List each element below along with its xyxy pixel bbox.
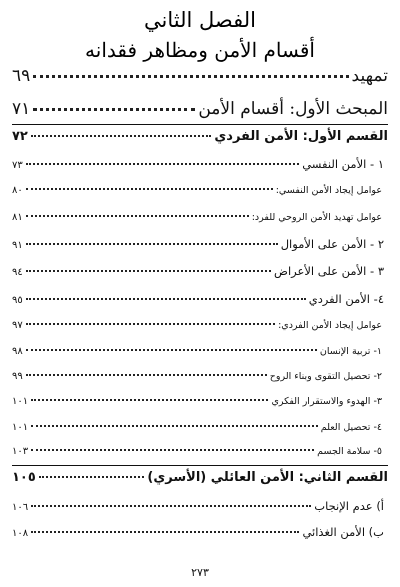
- toc-entry-label: عوامل إيجاد الأمن الفردي:: [278, 320, 382, 331]
- toc-entry-label: عوامل إيجاد الأمن النفسي:: [275, 185, 382, 196]
- toc-entry-page: ٧٣: [12, 160, 23, 171]
- toc-entry-label: ب) الأمن الغذائي: [302, 525, 384, 539]
- toc-entry-section1[interactable]: [12, 99, 388, 119]
- chapter-subtitle: أقسام الأمن ومظاهر فقدانه: [85, 38, 315, 62]
- toc-entry-label: عوامل تهديد الأمن الروحي للفرد:: [251, 212, 382, 223]
- toc-entry[interactable]: [12, 446, 388, 457]
- toc-entry-page: ٨١: [12, 212, 23, 223]
- leader-dots: [26, 270, 271, 272]
- toc-entry-page: ١٠٨: [12, 528, 29, 539]
- toc-entry-page: ١٠٣: [12, 446, 29, 457]
- toc-entry-page: ١٠٦: [12, 502, 29, 513]
- toc-entry[interactable]: [12, 320, 388, 331]
- toc-entry-label: القسم الثاني: الأمن العائلي (الأسري): [147, 470, 388, 485]
- toc-entry-label: ٤- تحصيل العلم: [320, 422, 382, 433]
- toc-entry-page: ٩٧: [12, 320, 23, 331]
- toc-entry-label: ٢ - الأمن على الأموال: [280, 237, 384, 251]
- toc-entry-part2[interactable]: [12, 470, 388, 485]
- toc-entry-label: ٤- الأمن الفردي: [308, 292, 384, 306]
- toc-entry-page: ٩٤: [12, 267, 23, 278]
- toc-entry[interactable]: [12, 264, 388, 278]
- divider-rule: [12, 124, 388, 125]
- toc-entry-page: ٩٨: [12, 346, 23, 357]
- toc-entry-label: ٣ - الأمن على الأعراض: [274, 264, 384, 278]
- leader-dots: [26, 163, 299, 165]
- leader-dots: [31, 135, 211, 137]
- toc-entry[interactable]: [12, 237, 388, 251]
- toc-entry-page: ٨٠: [12, 185, 23, 196]
- toc-entry-label: ٣- الهدوء والاستقرار الفكري: [271, 396, 382, 407]
- toc-entry-label: المبحث الأول: أقسام الأمن: [198, 99, 388, 119]
- leader-dots: [33, 108, 195, 111]
- toc-entry[interactable]: [12, 212, 388, 223]
- toc-entry-label: ١- تربية الإنسان: [319, 346, 382, 357]
- leader-dots: [26, 349, 317, 351]
- toc-entry-part1[interactable]: [12, 129, 388, 144]
- chapter-title: الفصل الثاني: [144, 8, 256, 32]
- leader-dots: [26, 215, 249, 217]
- toc-entry[interactable]: [12, 396, 388, 407]
- toc-entry[interactable]: [12, 525, 388, 539]
- toc-entry-label: تمهيد: [351, 66, 388, 86]
- divider-rule: [12, 465, 388, 466]
- leader-dots: [26, 374, 267, 376]
- toc-entry-page: ٩٩: [12, 371, 23, 382]
- toc-entry-page: ٦٩: [12, 66, 31, 86]
- leader-dots: [31, 399, 268, 401]
- leader-dots: [26, 243, 278, 245]
- page-number: ٢٧٣: [191, 566, 209, 579]
- toc-entry[interactable]: [12, 371, 388, 382]
- leader-dots: [31, 531, 299, 533]
- toc-entry[interactable]: [12, 185, 388, 196]
- leader-dots: [31, 449, 314, 451]
- toc-entry-label: القسم الأول: الأمن الفردي: [214, 129, 388, 144]
- toc-entry-page: ٩٥: [12, 295, 23, 306]
- leader-dots: [33, 75, 348, 78]
- leader-dots: [31, 425, 318, 427]
- toc-entry-intro[interactable]: [12, 66, 388, 86]
- toc-entry-label: أ) عدم الإنجاب: [314, 499, 384, 513]
- leader-dots: [26, 298, 306, 300]
- toc-entry[interactable]: [12, 292, 388, 306]
- toc-entry[interactable]: [12, 422, 388, 433]
- toc-entry-page: ٧٢: [12, 129, 28, 144]
- toc-entry-page: ٩١: [12, 240, 23, 251]
- toc-entry-label: ٥- سلامة الجسم: [317, 446, 382, 457]
- toc-entry[interactable]: [12, 499, 388, 513]
- leader-dots: [26, 188, 273, 190]
- toc-entry-label: ٢- تحصيل التقوى وبناء الروح: [269, 371, 382, 382]
- toc-entry[interactable]: [12, 346, 388, 357]
- toc-entry-page: ١٠١: [12, 422, 29, 433]
- toc-entry-page: ١٠٥: [12, 470, 36, 485]
- leader-dots: [26, 323, 275, 325]
- leader-dots: [31, 505, 311, 507]
- toc-entry-page: ١٠١: [12, 396, 29, 407]
- leader-dots: [39, 476, 145, 478]
- toc-entry-page: ٧١: [12, 99, 31, 119]
- toc-entry-label: ١ - الأمن النفسي: [302, 157, 384, 171]
- toc-entry[interactable]: [12, 157, 388, 171]
